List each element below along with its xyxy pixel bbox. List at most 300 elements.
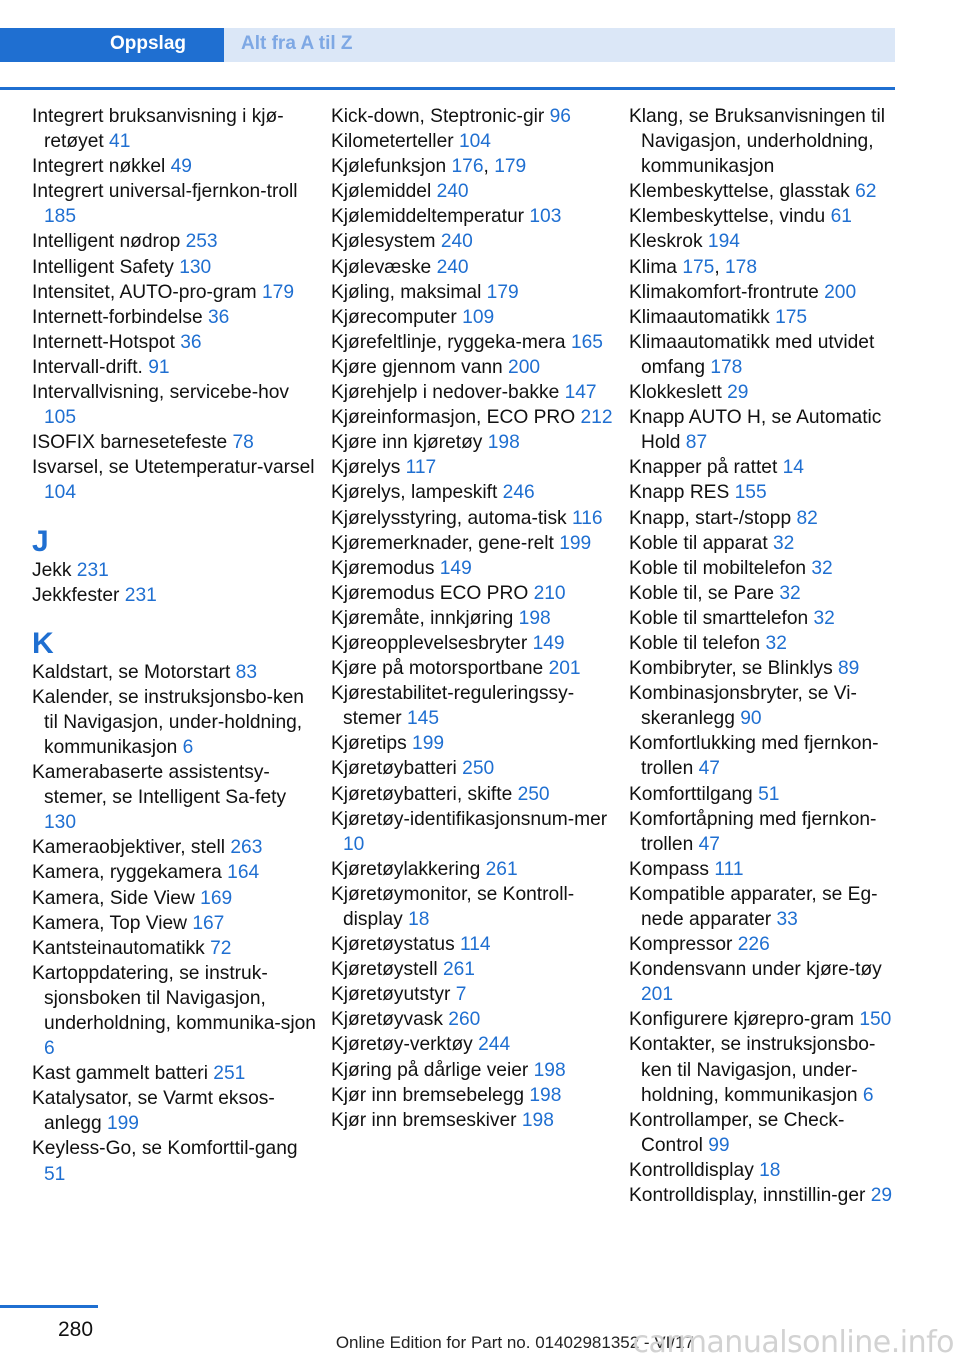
page-link[interactable]: 104 [458,131,491,153]
index-entry-term: Kontrolldisplay [629,1159,760,1181]
index-entry-pages [171,156,192,177]
index-entry-pages [44,1164,65,1185]
page-link[interactable]: 99 [708,1134,730,1156]
index-entry-term: Kjørehjelp i nedover-bakke [331,382,565,404]
page-link[interactable]: 198 [487,432,520,454]
index-entry-pages [519,608,551,629]
page-link[interactable]: 199 [106,1113,139,1135]
page-link[interactable]: 253 [185,231,218,253]
index-entry-pages [487,282,519,303]
index-entry-pages [408,909,429,930]
index-entry-pages [406,457,437,478]
index-entry [32,1136,322,1186]
page-link[interactable]: 179 [494,156,527,178]
page-link[interactable]: 198 [529,1084,562,1106]
index-entry [331,1007,621,1032]
index-entry-pages [44,1038,55,1059]
index-entry [331,982,621,1007]
index-entry-term: Kjøretips [331,733,413,755]
index-entry-pages [534,1060,566,1081]
index-entry-pages [811,558,832,579]
page-link[interactable]: 149 [532,632,565,654]
index-entry-pages [213,1063,245,1084]
index-entry-term: Intervall-drift. [32,356,149,378]
index-entry-pages [460,934,491,955]
index-entry-pages [758,784,779,805]
index-entry-term: Knapp, start-/stopp [629,507,797,529]
index-entry-pages [859,1009,891,1030]
page-link[interactable]: 155 [734,482,767,504]
page-link[interactable]: 200 [824,281,857,303]
index-entry-term: Kjøretøystatus [331,934,461,956]
index-entry-term: Klang, se Bruksanvisningen til Navigasjon, underholdning, kommunikasjon [629,106,885,178]
index-entry-pages [773,533,794,554]
index-entry-term: Komfortåpning med fjernkon-trollen [629,808,877,855]
page-link[interactable]: 194 [707,231,740,253]
index-entry-term: Koble til mobiltelefon [629,557,812,579]
index-entry [629,104,904,179]
index-entry-term: Kjøre på motorsportbane [331,658,549,680]
index-column-3 [629,104,904,1208]
index-entry-term: Kjør inn bremsebelegg [331,1084,530,1106]
page-link[interactable]: 200 [508,356,541,378]
page-link[interactable]: 29 [727,382,749,404]
index-entry-term: Katalysator, se Varmt eksos-anlegg [32,1088,275,1135]
index-entry-term: Kamerabaserte assistentsy-stemer, se Intelligent Sa-fety [32,762,287,809]
index-entry-term: Kick-down, Steptronic-gir [331,106,550,127]
footer-divider [0,1305,98,1308]
index-entry-pages [559,533,591,554]
page-link[interactable]: 175 [682,256,715,278]
index-letter-heading: K [32,626,54,660]
index-entry-pages [534,583,566,604]
page-link[interactable]: 51 [44,1163,66,1185]
index-entry [331,229,621,254]
index-entry-term: Keyless-Go, se Komforttil-gang [32,1138,298,1160]
page-link[interactable]: 103 [529,206,562,228]
page-link[interactable]: 32 [765,632,787,654]
index-entry-pages [440,558,472,579]
index-entry-term: Kjøre gjennom vann [331,356,509,378]
index-entry-term: Komfortlukking med fjernkon-trollen [629,733,879,780]
page-link[interactable]: 91 [148,356,170,378]
page-link[interactable]: 261 [485,858,518,880]
index-entry-term: Kompressor [629,934,738,956]
index-entry-pages [708,1135,729,1156]
page-link[interactable]: 212 [580,407,613,429]
index-entry [331,1032,621,1057]
page-link[interactable]: 260 [448,1009,481,1031]
index-entry [629,204,904,229]
page-link[interactable]: 198 [518,607,551,629]
index-entry [331,129,621,154]
index-entry-term: Jekk [32,559,77,581]
page-link[interactable]: 82 [796,507,818,529]
page-link[interactable]: 41 [109,131,131,153]
index-entry-pages [44,482,76,503]
index-entry [331,932,621,957]
page-link[interactable]: 240 [436,181,469,203]
index-entry-pages [343,834,364,855]
page-link[interactable]: 32 [811,557,833,579]
index-entry [629,1158,904,1183]
page-link[interactable]: 150 [859,1009,892,1031]
index-entry-term: Integrert nøkkel [32,156,171,178]
watermark-logo: carmanualsonline.info [632,1325,954,1360]
index-entry-pages [148,357,169,378]
index-entry-term: Koble til smarttelefon [629,607,814,629]
index-entry-term: Klima [629,256,683,278]
index-entry [629,229,904,254]
index-entry-pages [581,407,613,428]
page-link[interactable]: 104 [44,482,77,504]
index-entry [331,405,621,430]
index-entry-term: Kjøreopplevelsesbryter [331,632,533,654]
page-link[interactable]: 185 [44,206,77,228]
page-link[interactable]: 251 [213,1063,246,1085]
index-entry-pages [437,257,469,278]
page-number: 280 [58,1318,94,1341]
index-entry [331,179,621,204]
page-link[interactable]: 114 [460,934,491,956]
index-entry [629,807,904,857]
index-entry-pages [686,432,707,453]
index-entry [331,581,621,606]
index-entry-term: Klimaautomatikk med utvidet omfang [629,331,875,378]
header-tabs [0,28,895,62]
index-entry-pages [44,812,76,833]
index-entry-pages [565,382,597,403]
index-entry-term: Kjørestabilitet-reguleringssy-stemer [331,683,575,730]
page-link[interactable]: 6 [182,736,194,758]
index-entry-term: Knapper på rattet [629,457,783,479]
index-entry-term: Kleskrok [629,231,708,253]
index-entry-term: Kjøremerknader, gene-relt [331,532,560,554]
index-entry-term: Kjørelysstyring, automa-tisk [331,507,572,529]
page-link[interactable]: 169 [200,887,233,909]
index-entry-term: Kjørecomputer [331,306,463,328]
index-entry [629,656,904,681]
page-link[interactable]: 18 [408,909,430,930]
index-entry-pages [529,206,561,227]
index-entry [331,1108,621,1133]
index-entry [32,330,322,355]
page-link[interactable]: 61 [830,206,852,228]
index-entry-term: Kjølemiddeltemperatur [331,206,530,228]
index-entry-term: Klembeskyttelse, glasstak [629,181,856,203]
page-link[interactable]: 36 [180,331,202,353]
index-entry-term: Klimaautomatikk [629,306,776,328]
page-link[interactable]: 201 [548,658,581,680]
index-entry-pages [508,357,540,378]
page-link[interactable]: 117 [405,457,437,479]
index-entry [32,355,322,380]
page-link[interactable]: 167 [192,912,225,934]
index-entry-term: Kjølesystem [331,231,441,253]
page-link[interactable]: 175 [775,306,808,328]
index-entry-term: Isvarsel, se Utetemperatur-varsel [32,457,315,479]
index-entry-pages [107,1113,139,1134]
index-entry [331,807,621,857]
index-entry-pages [522,1110,554,1131]
index-entry-pages [236,662,257,683]
index-entry [32,886,322,911]
index-entry-pages [437,181,469,202]
page-link[interactable]: 33 [776,909,798,930]
page-link[interactable]: 51 [758,783,780,805]
page-link[interactable]: 165 [570,331,603,353]
index-entry-term: Kjørelys [331,457,406,479]
index-entry-term: Kjøremåte, innkjøring [331,607,519,629]
index-entry-term: Kjøretøymonitor, se Kontroll-display [331,883,575,930]
index-entry-pages [503,482,535,503]
page-link[interactable]: 130 [44,812,77,834]
page-link[interactable]: 198 [533,1059,566,1081]
index-entry [32,1086,322,1136]
index-entry-pages [459,131,491,152]
index-entry [32,911,322,936]
index-entry [331,154,621,179]
index-entry-term: Kondensvann under kjøre-tøy [629,959,882,981]
index-entry-pages [710,357,742,378]
index-entry [32,305,322,330]
page-link[interactable]: 164 [227,862,260,884]
index-entry-pages [478,1034,510,1055]
page-link[interactable]: 179 [261,281,294,303]
index-entry [331,1083,621,1108]
page-link[interactable]: 179 [486,281,519,303]
index-entry [629,731,904,781]
index-entry [331,531,621,556]
page-link[interactable]: 105 [44,407,77,429]
index-entry-term: Kjøring på dårlige veier [331,1059,534,1081]
index-entry [331,681,621,731]
index-entry [629,581,904,606]
page-link[interactable]: 49 [170,156,192,178]
page-link[interactable]: 198 [521,1109,554,1131]
page-link[interactable]: 90 [740,708,762,730]
page-link[interactable]: 231 [76,559,109,581]
page-link[interactable]: 199 [559,532,592,554]
index-entry [32,280,322,305]
page-link[interactable]: 18 [759,1159,781,1181]
index-entry-term: Kjøre inn kjøretøy [331,432,488,454]
index-entry [629,380,904,405]
page-link[interactable]: 78 [232,432,254,454]
index-entry [331,756,621,781]
tab-alt-fra-a-til-z[interactable]: Alt fra A til Z [224,28,895,62]
index-entry [331,506,621,531]
page-link[interactable]: 178 [710,356,743,378]
index-entry-term: Kjøremodus ECO PRO [331,582,534,604]
index-entry [629,405,904,455]
index-entry-pages [571,332,603,353]
index-entry-term: Integrert universal-fjernkon-troll [32,181,298,203]
index-entry-term: Kjøretøy-verktøy [331,1034,479,1056]
index-entry-pages [549,658,581,679]
index-entry [32,835,322,860]
index-entry [629,480,904,505]
index-entry [32,860,322,885]
page-link[interactable]: 176 [451,156,484,178]
page-link[interactable]: 246 [502,482,535,504]
index-entry [331,857,621,882]
index-entry-term: Kontrollamper, se Check-Control [629,1109,845,1156]
index-entry-term: Kjølemiddel [331,181,437,203]
index-entry [629,280,904,305]
page-link[interactable]: 47 [698,758,720,780]
page-link[interactable]: 240 [436,256,469,278]
page-link[interactable]: 6 [44,1038,55,1060]
page-link[interactable]: 201 [641,984,674,1006]
index-entry [331,305,621,330]
index-entry-pages [227,862,259,883]
index-entry-term: Kaldstart, se Motorstart [32,661,236,683]
index-entry-pages [699,834,720,855]
index-entry [32,455,322,505]
page-link[interactable]: 72 [210,937,232,959]
index-entry-term: Integrert bruksanvisning i kjø-retøyet [32,106,284,153]
page-separator: , [714,256,725,278]
page-link[interactable]: 149 [439,557,472,579]
index-entry-pages [208,307,229,328]
page-link[interactable]: 32 [773,532,795,554]
page-link[interactable]: 109 [462,306,495,328]
index-entry [331,455,621,480]
index-entry-term: Kontrolldisplay, innstillin-ger [629,1185,871,1207]
index-entry-pages [699,758,720,779]
page-link[interactable]: 62 [855,181,877,203]
index-entry-pages [180,332,201,353]
index-entry [32,104,322,154]
index-entry-term: Kilometerteller [331,131,459,153]
index-entry-pages [488,432,520,453]
index-entry-pages [824,282,856,303]
index-entry-term: Kamera, Top View [32,912,193,934]
index-entry [331,280,621,305]
tab-oppslag[interactable]: Oppslag [0,28,224,62]
index-entry [32,179,322,229]
index-entry-pages [776,909,797,930]
index-entry [331,255,621,280]
index-entry [629,857,904,882]
index-entry-pages [775,307,807,328]
index-entry-term: Koble til telefon [629,632,766,654]
index-entry-term: Koble til, se Pare [629,582,780,604]
page-link[interactable]: 6 [862,1084,874,1106]
index-entry-term: Kjør inn bremseskiver [331,1109,522,1131]
index-entry-term: Kompatible apparater, se Eg-nede apparater [629,883,878,930]
index-entry-term: Kjøremodus [331,557,440,579]
page-link[interactable]: 32 [813,607,835,629]
index-entry [32,660,322,685]
index-entry [629,556,904,581]
page-link[interactable]: 96 [549,106,571,127]
page-link[interactable]: 83 [235,661,258,683]
index-entry-pages [682,257,757,278]
page-link[interactable]: 130 [179,256,212,278]
index-entry-pages [486,859,518,880]
index-entry [331,656,621,681]
page-link[interactable]: 14 [782,457,804,479]
index-entry [629,1032,904,1107]
index-entry [629,882,904,932]
index-entry-pages [783,457,804,478]
index-entry-term: Kjøretøystell [331,959,443,981]
page-link[interactable]: 145 [406,708,439,730]
index-entry-pages [448,1009,480,1030]
page-link[interactable]: 226 [737,934,770,956]
index-entry-pages [766,633,787,654]
page-link[interactable]: 250 [462,758,495,780]
index-entry-term: Knapp RES [629,482,735,504]
page-link[interactable]: 10 [343,833,365,855]
index-entry-pages [462,307,494,328]
page-link[interactable]: 147 [564,382,597,404]
index-entry [32,1061,322,1086]
index-entry-pages [233,432,254,453]
index-entry [629,506,904,531]
index-entry [331,480,621,505]
index-entry [32,430,322,455]
index-entry-term: Kamera, ryggekamera [32,862,228,884]
index-entry-term: Kjøretøy-identifikasjonsnum-mer [331,808,608,830]
index-entry [629,455,904,480]
index-entry-pages [641,984,673,1005]
index-entry-pages [708,231,740,252]
index-entry-term: Kast gammelt batteri [32,1063,214,1085]
page-link[interactable]: 178 [725,256,758,278]
page-link[interactable]: 231 [124,584,157,606]
index-entry-pages [183,737,194,758]
index-entry-pages [77,560,109,581]
index-entry-pages [407,708,439,729]
index-entry-term: Kameraobjektiver, stell [32,837,231,859]
index-entry-term: Kantsteinautomatikk [32,937,211,959]
page-link[interactable]: 250 [517,783,550,805]
page-link[interactable]: 240 [440,231,473,253]
page-link[interactable]: 89 [838,658,860,680]
page-link[interactable]: 32 [779,582,801,604]
index-entry-term: Klimakomfort-frontrute [629,281,825,303]
index-entry [331,882,621,932]
page-link[interactable]: 47 [698,833,720,855]
index-entry-term: Internett-Hotspot [32,331,181,353]
index-entry-pages [462,758,494,779]
index-entry-pages [714,859,743,880]
page-link[interactable]: 36 [208,306,230,328]
page-link[interactable]: 111 [714,858,744,880]
page-link[interactable]: 199 [412,733,445,755]
index-entry [32,558,322,583]
page-link[interactable]: 244 [478,1034,511,1056]
index-entry-term: Kjøling, maksimal [331,281,487,303]
page-link[interactable]: 261 [442,959,475,981]
index-column-2 [331,104,621,1133]
page-link[interactable]: 263 [230,837,263,859]
page-link[interactable]: 29 [870,1185,893,1207]
index-entry [331,1058,621,1083]
page-link[interactable]: 7 [455,984,467,1006]
page-link[interactable]: 87 [685,432,708,454]
index-entry-pages [125,585,157,606]
index-entry [32,229,322,254]
page-link[interactable]: 116 [571,507,603,529]
page-link[interactable]: 210 [533,582,566,604]
index-entry [629,255,904,280]
index-entry-pages [412,733,444,754]
index-entry-pages [529,1085,561,1106]
